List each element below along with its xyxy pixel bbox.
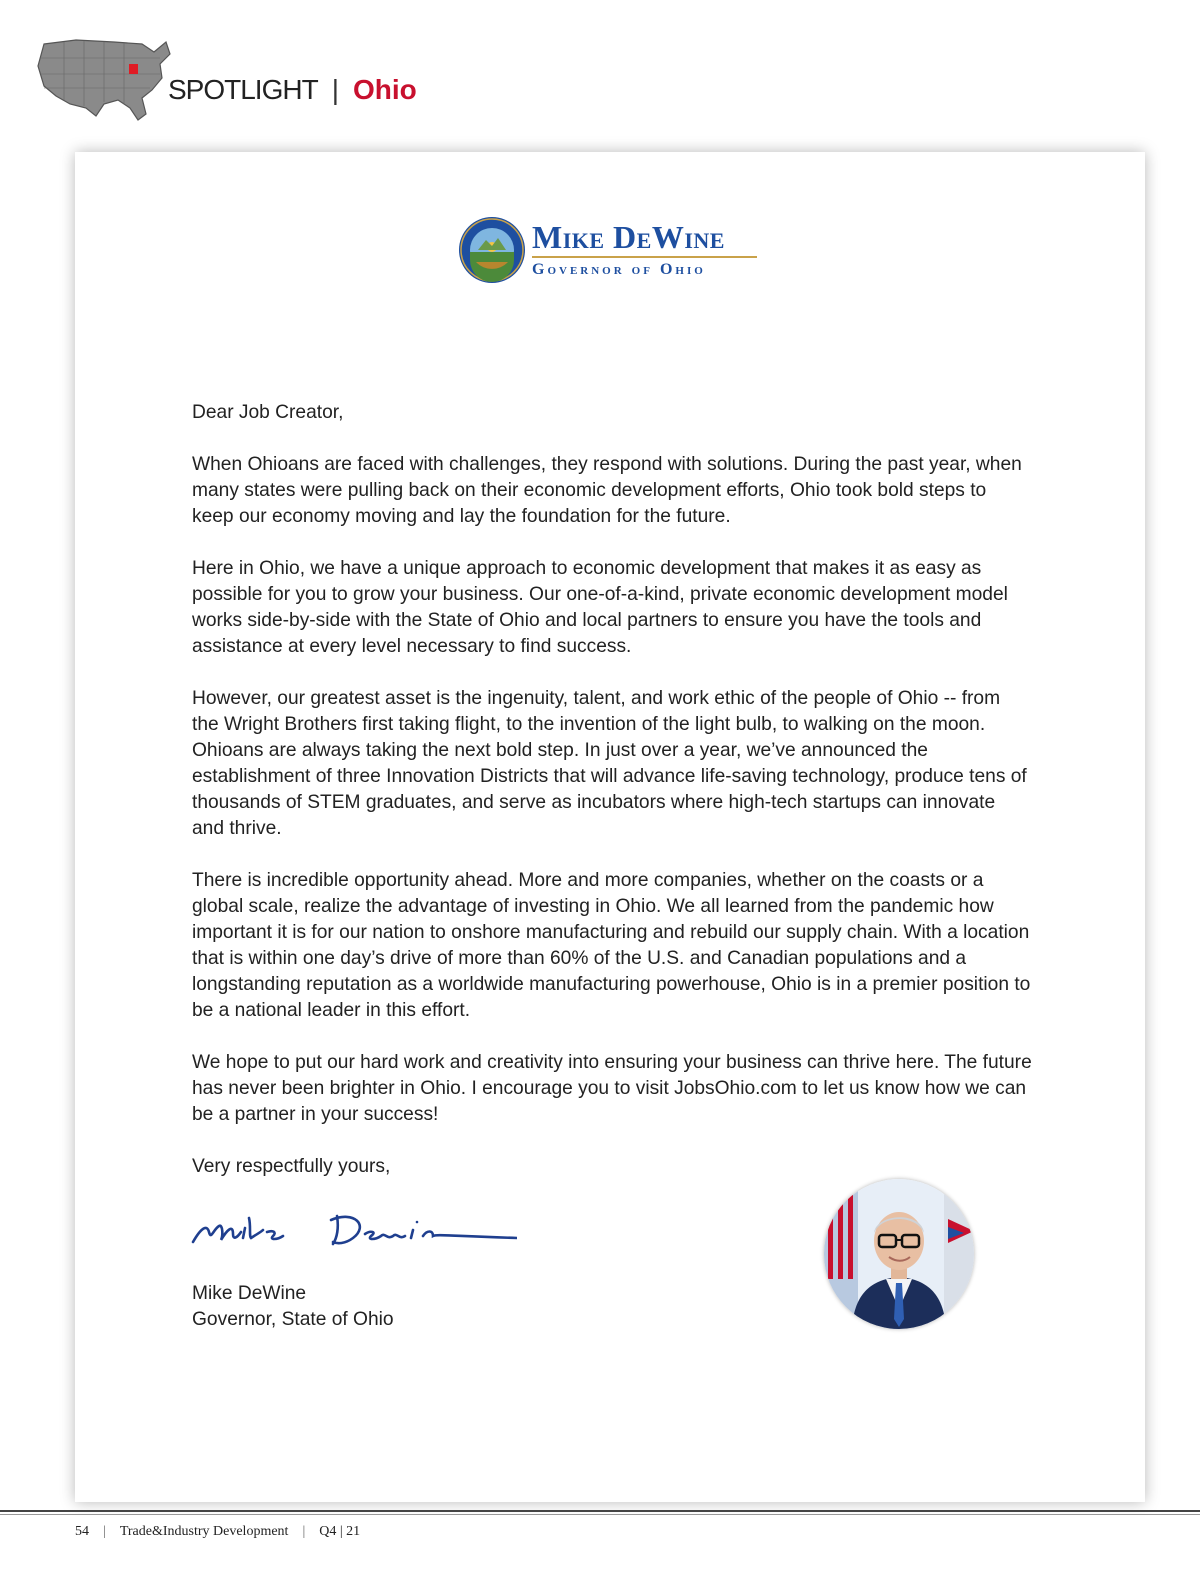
- page-footer: [75, 1522, 360, 1542]
- header-divider: |: [331, 74, 339, 105]
- signer-block: [192, 1281, 394, 1333]
- letterhead-name: Mike DeWine: [532, 219, 725, 255]
- footer-rule-thin: [0, 1514, 1200, 1515]
- section-state: Ohio: [352, 74, 417, 105]
- signer-name: Mike DeWine: [192, 1283, 307, 1304]
- letter-closing: Very respectfully yours,: [192, 1156, 391, 1177]
- letter-paragraph: We hope to put our hard work and creativity into ensuring your business can thrive here. The future has never been brighter in Ohio. I encourage you to visit JobsOhio.com to let us know how we can be a partner in your success!: [192, 1052, 1032, 1125]
- letter-paragraph: When Ohioans are faced with challenges, they respond with solutions. During the past year, when many states were pulling back on their economic development efforts, Ohio took bold steps to keep our economy moving and lay the foundation for the future.: [192, 454, 1022, 527]
- signer-title: Governor, State of Ohio: [192, 1309, 394, 1330]
- governor-seal-icon: [458, 216, 526, 284]
- ohio-highlight: [129, 64, 138, 74]
- governor-portrait: [824, 1179, 974, 1329]
- letter-paragraph: However, our greatest asset is the ingenuity, talent, and work ethic of the people of Ohio -- from the Wright Brothers first taking flight, to the invention of the light bulb, to walking on the moon. Ohioans are always taking the next bold step. In just over a year, we’ve announced the establishment of three Innovation Districts that will advance life-saving technology, produce tens of thousands of STEM graduates, and serve as incubators where high-tech startups can innovate and thrive.: [192, 688, 1027, 839]
- issue-label: Q4 | 21: [319, 1524, 361, 1539]
- section-label: SPOTLIGHT: [168, 74, 318, 105]
- letter-paragraph: Here in Ohio, we have a unique approach to economic development that makes it as easy as possible for you to grow your business. Our one-of-a-kind, private economic development model works side-by-side with the State of Ohio and local partners to ensure you have the tools and assistance at every level necessary to find success.: [192, 558, 1008, 657]
- page-number: 54: [75, 1524, 89, 1539]
- publication-name: Trade&Industry Development: [119, 1524, 289, 1539]
- letter-page: [75, 152, 1145, 1502]
- letterhead-rule: [532, 256, 757, 258]
- handwritten-signature: [187, 1202, 517, 1258]
- footer-rule: [0, 1510, 1200, 1512]
- footer-divider: |: [103, 1524, 106, 1539]
- footer-divider: |: [302, 1524, 306, 1539]
- letterhead-title: Governor of Ohio: [532, 261, 706, 278]
- section-header: [168, 70, 417, 110]
- letter-greeting: Dear Job Creator,: [192, 402, 344, 423]
- letter-body: [192, 400, 1032, 1206]
- us-map-icon: [34, 34, 174, 126]
- letter-paragraph: There is incredible opportunity ahead. More and more companies, whether on the coasts or a global scale, realize the advantage of investing in Ohio. We all learned from the pandemic how important it is for our nation to onshore manufacturing and rebuild our supply chain. With a location that is within one day’s drive of more than 60% of the U.S. and Canadian populations and a longstanding reputation as a worldwide manufacturing powerhouse, Ohio is in a premier position to be a national leader in this effort.: [192, 870, 1031, 1021]
